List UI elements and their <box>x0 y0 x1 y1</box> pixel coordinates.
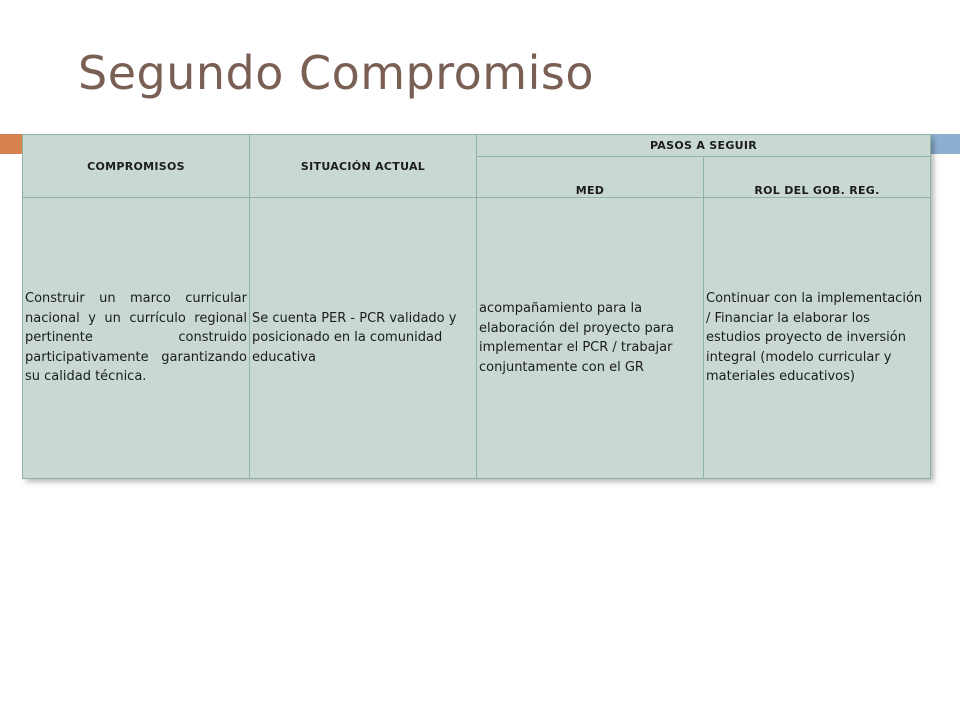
cell-compromiso: Construir un marco curricular nacional y un currículo regional pertinente construido participativamente garantizando su calidad técnica. <box>23 198 250 479</box>
cell-med: acompañamiento para la elaboración del proyecto para implementar el PCR / trabajar conjuntamente con el GR <box>477 198 704 479</box>
cell-rol-gob-reg: Continuar con la implementación / Financiar la elaborar los estudios proyecto de inversión integral (modelo curricular y materiales educativos) <box>704 198 931 479</box>
header-med: MED <box>477 157 704 198</box>
cell-situacion-actual: Se cuenta PER - PCR validado y posicionado en la comunidad educativa <box>250 198 477 479</box>
header-rol-gob-reg: ROL DEL GOB. REG. <box>704 157 931 198</box>
header-situacion-actual: SITUACIÓN ACTUAL <box>250 135 477 198</box>
slide-title: Segundo Compromiso <box>78 46 594 100</box>
accent-bar-right <box>930 134 960 154</box>
table-row <box>23 198 931 479</box>
header-compromisos: COMPROMISOS <box>23 135 250 198</box>
header-pasos-a-seguir: PASOS A SEGUIR <box>477 135 931 157</box>
commitments-table-container <box>22 134 930 478</box>
commitments-table <box>22 134 931 479</box>
